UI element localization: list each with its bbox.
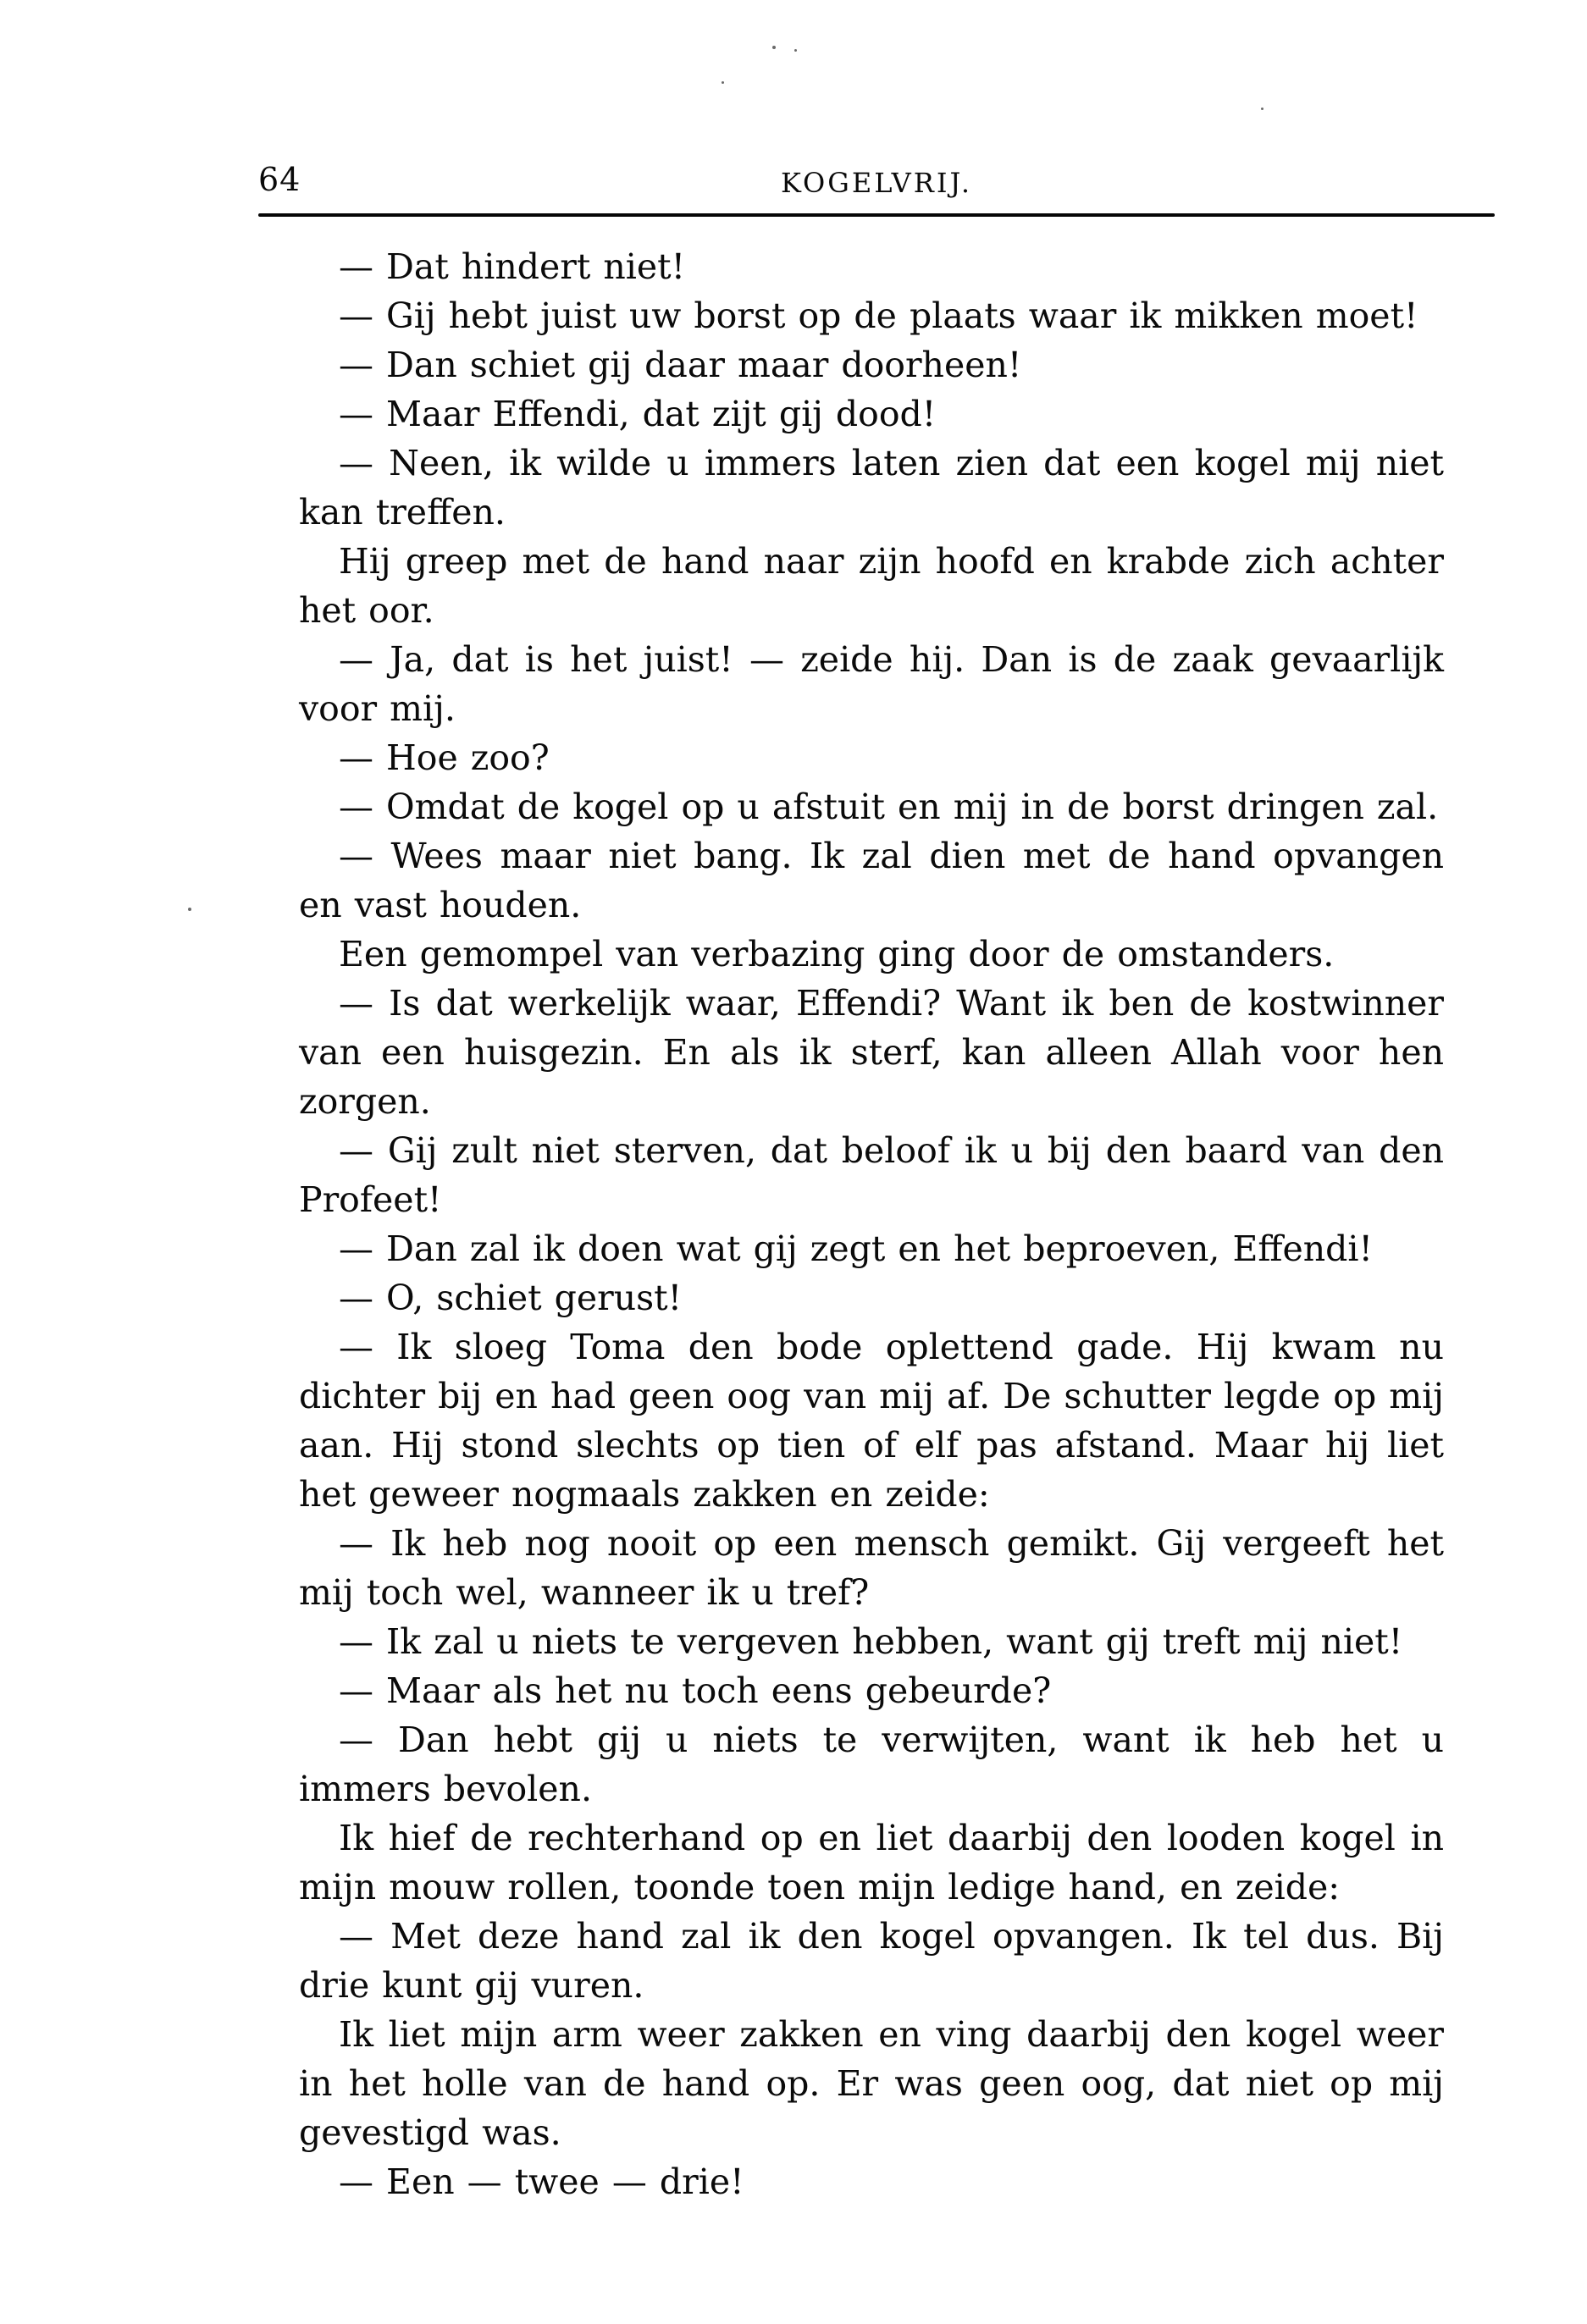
page-text (299, 242, 1444, 2206)
scan-speck (722, 81, 724, 84)
paragraph: — Ik sloeg Toma den bode oplettend gade. Hij kwam nu dichter bij en had geen oog van mij af. De schutter legde op mij aan. Hij stond slechts op tien of elf pas afstand. Maar hij liet het geweer nogmaals zakken en zeide: (299, 1327, 1444, 1515)
paragraph: — Ik zal u niets te vergeven hebben, want gij treft mij niet! (339, 1621, 1403, 1662)
paragraph: — O, schiet gerust! (339, 1278, 683, 1318)
paragraph: — Gij zult niet sterven, dat beloof ik u bij den baard van den Profeet! (299, 1130, 1444, 1220)
scan-speck (794, 49, 797, 52)
scan-speck (1261, 108, 1264, 110)
paragraph: — Een — twee — drie! (339, 2161, 744, 2202)
paragraph: — Neen, ik wilde u immers laten zien dat een kogel mij niet kan treffen. (299, 443, 1444, 533)
scan-speck (188, 908, 191, 911)
scan-speck (772, 46, 776, 49)
running-title: KOGELVRIJ. (780, 167, 972, 199)
paragraph: Ik hief de rechterhand op en liet daarbij den looden kogel in mijn mouw rollen, toonde toen mijn ledige hand, en zeide: (299, 1818, 1444, 1907)
paragraph: — Hoe zoo? (339, 737, 550, 778)
paragraph: — Maar als het nu toch eens gebeurde? (339, 1670, 1052, 1711)
page-number: 64 (258, 161, 301, 198)
paragraph: — Wees maar niet bang. Ik zal dien met de hand opvangen en vast houden. (299, 836, 1444, 925)
paragraph: — Gij hebt juist uw borst op de plaats waar ik mikken moet! (339, 295, 1418, 336)
book-page (258, 0, 1495, 2324)
paragraph: — Ja, dat is het juist! — zeide hij. Dan is de zaak gevaarlijk voor mij. (299, 639, 1444, 729)
paragraph: — Met deze hand zal ik den kogel opvangen. Ik tel dus. Bij drie kunt gij vuren. (299, 1916, 1444, 2006)
paragraph: — Is dat werkelijk waar, Effendi? Want ik ben de kostwinner van een huisgezin. En als ik sterf, kan alleen Allah voor hen zorgen. (299, 983, 1444, 1122)
paragraph: — Dan hebt gij u niets te verwijten, want ik heb het u immers bevolen. (299, 1720, 1444, 1809)
paragraph: — Ik heb nog nooit op een mensch gemikt. Gij vergeeft het mij toch wel, wanneer ik u tref? (299, 1523, 1444, 1613)
paragraph: Ik liet mijn arm weer zakken en ving daarbij den kogel weer in het holle van de hand op. Er was geen oog, dat niet op mij gevestigd was. (299, 2014, 1444, 2153)
paragraph: Hij greep met de hand naar zijn hoofd en krabde zich achter het oor. (299, 541, 1444, 631)
paragraph: — Dan schiet gij daar maar doorheen! (339, 345, 1022, 385)
header-rule (258, 213, 1495, 217)
paragraph: — Maar Effendi, dat zijt gij dood! (339, 394, 937, 434)
paragraph: — Omdat de kogel op u afstuit en mij in de borst dringen zal. (339, 787, 1439, 827)
paragraph: — Dan zal ik doen wat gij zegt en het beproeven, Effendi! (339, 1228, 1374, 1269)
paragraph: Een gemompel van verbazing ging door de omstanders. (339, 934, 1335, 974)
paragraph: — Dat hindert niet! (339, 246, 686, 287)
